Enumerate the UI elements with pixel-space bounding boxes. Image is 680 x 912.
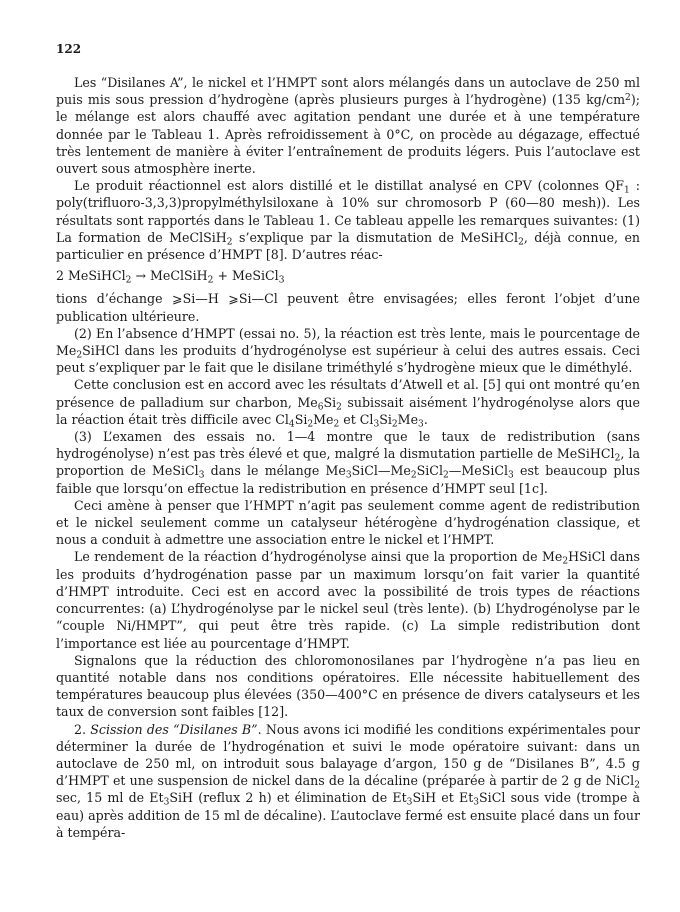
paragraph-chloromonosilanes: Signalons que la réduction des chloromonosilanes par l’hydrogène n’a pas lieu en quantité notable dans nos conditions opératoires. Elle nécessite habituellement des températures beaucoup plus élevées (350—400°C en présence de divers catalyseurs et les taux de conversion sont faibles [12]. [56, 652, 640, 720]
body-text [56, 74, 640, 841]
paragraph-disilanes-b: 2. Scission des “Disilanes B”. Nous avons ici modifié les conditions expérimentales pour déterminer la durée de l’hydrogénation et suivi le mode opératoire suivant: dans un autoclave de 250 ml, on introduit sous balayage d’argon, 150 g de “Disilanes B”, 4.5 g d’HMPT et une suspension de nickel dans de la décaline (préparée à partir de 2 g de NiCl$_2$ sec, 15 ml de $Et_3SiH$ (reflux 2 h) et élimination de $Et_3SiH$ et $Et_3SiCl$ sous vide (trompe à eau) après addition de 15 ml de décaline). L’autoclave fermé est ensuite placé dans un four à tempéra- [56, 721, 641, 840]
paragraph-remark-3: (3) L’examen des essais no. 1—4 montre que le taux de redistribution (sans hydrogénolyse) n’est pas très élevé et que, malgré la dismutation partielle de MeSiHCl$_2$, la proportion de MeSiCl$_3$ dans le mélange $Me_3SiCl—Me_2SiCl_2—MeSiCl_3$ est beaucoup plus faible que lorsqu’on effectue la redistribution en présence d’HMPT seul [1c]. [56, 429, 641, 496]
paragraph-atwell: Cette conclusion est en accord avec les résultats d’Atwell et al. [5] qui ont montré qu’en présence de palladium sur charbon, $Me_6Si_2$ subissait aisément l’hydrogénolyse alors que la réaction était très difficile avec $Cl_4Si_2Me_2$ et $Cl_3Si_2Me_3$. [56, 377, 640, 430]
paragraph-disilanes-a: Les “Disilanes A”, le nickel et l’HMPT sont alors mélangés dans un autoclave de 250 ml puis mis sous pression d’hydrogène (après plusieurs purges à l’hydrogène) (135 $kg/cm^2$); le mélange est alors chauffé avec agitation pendant une durée et à une température donnée par le Tableau 1. Après refroidissement à 0°C, on procède au dégazage, effectué très lentement de manière à éviter l’entraînement de produits légers. Puis l’autoclave est ouvert sous atmosphère inerte. [56, 75, 640, 177]
paragraph-yield: Le rendement de la réaction d’hydrogénolyse ainsi que la proportion de $Me_2HSiCl$ dans les produits d’hydrogénation passe par un maximum lorsqu’on fait varier la quantité d’HMPT introduite. Ceci est en accord avec la possibilité de trois types de réactions concurrentes: (a) L’hydrogénolyse par le nickel seul (très lente). (b) L’hydrogénolyse par le “couple Ni/HMPT”, qui peut être très rapide. (c) La simple redistribution dont l’importance est liée au pourcentage d’HMPT. [56, 549, 640, 651]
reaction-equation: 2 MeSiHCl$_2$ → MeClSiH$_2$ + MeSiCl$_3$ [56, 268, 285, 286]
paragraph-analysis: Le produit réactionnel est alors distillé et le distillat analysé en CPV (colonnes $QF_1$ : poly(trifluoro-3,3,3)propylméthylsiloxane à 10% sur chromosorb P (60—80 mesh)). Les résultats sont rapportés dans le Tableau 1. Ce tableau appelle les remarques suivantes: (1) La formation de MeClSiH$_2$ s’explique par la dismutation de MeSiHCl$_2$, déjà connue, en particulier en présence d’HMPT [8]. D’autres réac- [56, 178, 641, 263]
paragraph-remark-2: (2) En l’absence d’HMPT (essai no. 5), la réaction est très lente, mais le pourcentage de $Me_2SiHCl$ dans les produits d’hydrogénolyse est supérieur à celui des autres essais. Ceci peut s’expliquer par le fait que le disilane triméthylé s’hydrogène mieux que le diméthylé. [56, 325, 640, 376]
page-number: 122 [56, 42, 82, 56]
section-heading-disilanes-b: Scission des “Disilanes B” [90, 721, 258, 737]
paragraph-hmpt-role: Ceci amène à penser que l’HMPT n’agit pas seulement comme agent de redistribution et le nickel seulement comme un catalyseur hétérogène d’hydrogénation classique, et nous a conduit à admettre une association entre le nickel et l’HMPT. [56, 497, 640, 548]
paragraph-exchange: tions d’échange ⩾Si—H ⩾Si—Cl peuvent être envisagées; elles feront l’objet d’une publication ultérieure. [56, 291, 640, 324]
